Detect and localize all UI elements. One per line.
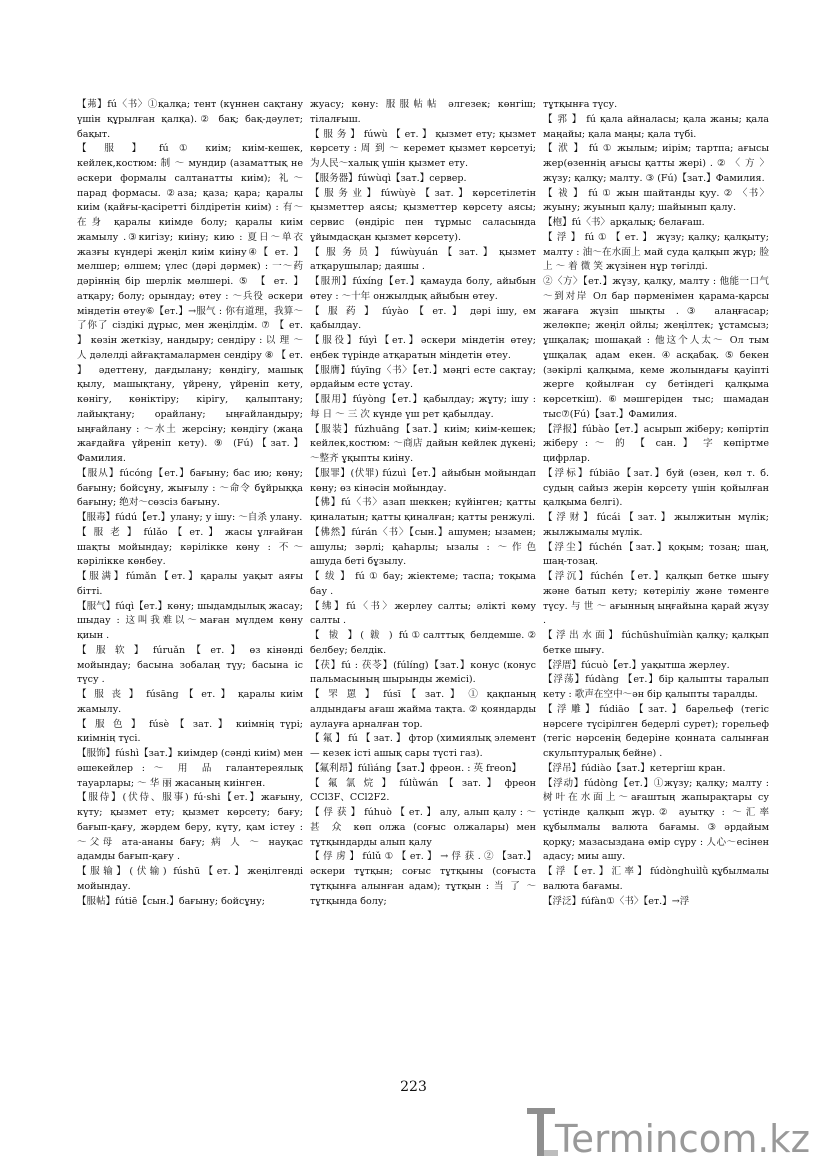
dictionary-entry: 【浮厝】fúcuò【ет.】уақытша жерлеу. xyxy=(543,659,730,671)
dictionary-entry: 【服装】fúzhuāng【зат.】киім; киім-кешек; кейлек,костюм: ～商店 дайын кейлек дүкені; ～整齐 ұқыпты киіну. xyxy=(310,423,536,464)
dictionary-entry: 【服罪】(伏罪) fúzuì【ет.】айыбын мойындап көну; өз кінәсін мойындау. xyxy=(310,467,536,494)
dictionary-entry: 【浮报】fúbào【ет.】асырып жіберу; көпіртіп жіберу : ～ 的 【 сан. 】 字 көпіртме цифрлар. xyxy=(543,423,769,464)
t-letter-icon xyxy=(527,1108,558,1156)
dictionary-entry: 【 服 务 员 】 fúwùyuán 【 зат. 】 қызмет атқарушылар; даяшы . xyxy=(310,246,536,273)
dictionary-column-right xyxy=(543,98,769,1073)
dictionary-entry: 【茯】fú : 茯苓】(fúlíng)【зат.】конус (конус пальмасының шырынды жемісі). xyxy=(310,659,536,686)
dictionary-entry: 【 服 老 】 fúlǎo 【 ет. 】 жасы ұлғайған шақты мойындау; кәрілікке көну : 不～ кәрілікке көнбеу. xyxy=(77,526,303,568)
dictionary-entry: 【 服 色 】 fúsè 【 зат. 】 киімнің түрі; киімнің түсі. xyxy=(77,718,303,745)
dictionary-entry: 【 俘 虏 】 fúlǔ ① 【 ет. 】 → 俘 获 . ② 【зат.】әскери тұтқын; соғыс тұтқыны (соғыста тұтқынға алынған адам); тұтқын : 当 了 ～ тұтқында болу; xyxy=(310,851,536,907)
dictionary-column-middle xyxy=(310,98,536,1073)
dictionary-entry: 【服满】fúmǎn【ет.】қаралы уақыт аяғы бітті. xyxy=(77,571,303,597)
dictionary-entry: 【浮荡】fúdàng 【ет.】бір қалыпты таралып кету : 歌声在空中～ән бір қалыпты таралды. xyxy=(543,674,769,700)
dictionary-entry: 【 服 务 】 fúwù 【 ет. 】 қызмет ету; қызмет көрсету : 周 到 ～ керемет қызмет көрсетуі; 为人民～халық үшін қызмет ету. xyxy=(310,128,536,169)
dictionary-entry: 【服从】fúcóng【ет.】бағыну; бас ию; көну; бағыну; бойсұну, жығылу : ～命令 бұйрыққа бағыну; 绝对～сөзсіз бағыну. xyxy=(77,467,303,509)
dictionary-entry: 【服毒】fúdú【ет.】улану; у ішу: ～自杀 улану. xyxy=(77,512,303,523)
dictionary-entry: 【 郛 】 fú қала айналасы; қала жаны; қала маңайы; қала маңы; қала түбі. xyxy=(543,113,769,140)
dictionary-entry: 【服务器】fúwùqì【зат.】сервер. xyxy=(310,172,467,184)
dictionary-column-left xyxy=(77,98,303,1088)
dictionary-entry: 【枹】fú〈书〉арқалық; белағаш. xyxy=(543,217,705,228)
dictionary-entry: тұтқынға түсу. xyxy=(543,99,618,110)
dictionary-entry: 【浮财】fúcái【зат.】жылжитын мүлік; жылжымалы мүлік. xyxy=(543,512,769,538)
dictionary-entry: 【 浮 】 fú ① 【 ет. 】 жүзу; қалқу; қалқыту; малту : 油～在水面上 май суда қалқып жүр; 脸 上 ～ 着 微 笑 жүзінен нұр төгілді. xyxy=(543,231,769,273)
dictionary-entry: 【浮动】fúdòng【ет.】①жүзу; қалқу; малту : 树叶在水面上～ағаштың жапырақтары су үстінде қалқып жүр.② ауытқу : ～汇率 құбылмалы валюта бағамы.③әрдайым қорқу; мазасыздана өмір сүру : 人心～есінен адасу; миы ашу. xyxy=(543,777,769,863)
dictionary-entry: 【浮雕】fúdiāo【зат.】барельеф (тегіс нәрсеге түсірілген бедерлі сурет); горельеф (тегіс нәрсенің бедеріне қонната салынған скульптуралық бейне) . xyxy=(543,703,769,759)
dictionary-entry: 【 洑 】 fú ① жылым; иірім; тартпа; ағысы жер(өзеннің ағысы қатты жері) . ② 〈 方 〉 жүзу; қалқу; малту. ③ (Fú)【зат.】Фамилия. xyxy=(543,143,769,184)
dictionary-entry: 【 氟 氯 烷 】 fúlǜwán 【 зат. 】 фреон CCl3F、CCl2F2. xyxy=(310,777,536,804)
dictionary-entry: 【服刑】fúxíng【ет.】қамауда болу, айыбын өтеу : ～十年 онжылдық айыбын өтеу. xyxy=(310,276,536,302)
dictionary-entry: ②〈方〉【ет.】жүзу, қалқу, малту : 他能一口气～到对岸 Ол бар пәрменімен қарама-қарсы жағаға жүзіп шықты .③ алаңғасар; желөкпе; жеңіл ойлы; жеңілтек; ұстамсыз; ұшқалақ; шошақай : 他这个人太～ Ол тым ұшқалақ адам екен.④асқабақ.⑤бекен (зәкірлі қалқыма, кеме жолындағы қауіпті жерге қойылған су бетіндегі қалқыма көрсеткіш).⑥мәшгеріден тыс; шамадан тыс⑦(Fú)【зат.】Фамилия. xyxy=(543,276,769,420)
dictionary-entry: 【服用】fúyòng【ет.】қабылдау; жұту; ішу : 每 日 ～ 三 次 күнде үш рет қабылдау. xyxy=(310,394,536,420)
dictionary-entry: 【服侍】(伏侍、服事) fú·shi【ет.】жағыну, күту; қызмет ету; қызмет көрсету; бағу; бағып-қағу, жәрдем беру, күту, қам істеу : ～父母 ата-ананы бағу; 病 人 ～ науқас адамды бағып-қағу . xyxy=(77,792,303,863)
dictionary-entry: 【 服 】 fú ① киім; киім-кешек, кейлек,костюм: 制 ～ мундир (азаматтық не әскери формалы салтанатты киім); 礼～парад формасы. ②аза; қаза; қара; қаралы киім (қайғы-қасіретті білдіретін киім) : 有～在身 қаралы киімде болу; қаралы киім жамылу .③кигізу; киіну; кию : 夏日～单衣 жазғы күндері жеңіл киім киіну④【 ет. 】 мелшер; өлшем; үлес (дәрі дәрмек) : 一～药 дәріннің бір шерлік мөлшері. ⑤ 【 ет. 】 атқару; болу; орындау; өтеу : ～兵役 әскери міндетін өтеу⑥【ет.】→服气 : 你有道理，我算～了你了 сіздікі дұрыс, мен жеңілдім. ⑦ 【 ет. 】 көзін жеткізу, нандыру; сендіру : 以 理 ～ 人 дәлелді айғақтамалармен сендіру ⑧ 【 ет. 】 әдеттену, дағдылану; көндігу, машық қылу, машықтану, үйрену, үйреніп кету, көнігу, көніктіру; кірігу, қалыптану; лайықтану; орайлану; ыңғайландыру; ыңғайлану : ～水土 жерсіну; көндігу (жаңа жағдайға үйреніп кету). ⑨ (Fú)【зат.】Фамилия. xyxy=(77,143,303,464)
dictionary-entry: 【 服 软 】 fúruǎn 【 ет. 】 өз кінәнді мойындау; басына зобалаң түу; басына іс түсу . xyxy=(77,644,303,686)
dictionary-entry: 【氟利昂】fúlìáng【зат.】фреон. : 英 freon】 xyxy=(310,762,522,774)
dictionary-entry: 【 服 药 】 fúyào 【 ет. 】 дәрі ішу, ем қабылдау. xyxy=(310,305,536,332)
page-number: 223 xyxy=(400,1079,427,1095)
dictionary-entry: 【佛然】fúrán〈书〉【сын.】ашумен; ызамен; ашулы; зәрлі; қаһарлы; ызалы : ～作色 ашуда беті бұзылу. xyxy=(310,526,536,568)
dictionary-entry: 【服膺】fúyīng〈书〉【ет.】мәңгі есте сақтау; әрдайым есте ұстау. xyxy=(310,364,536,391)
dictionary-entry: жуасу; көну: 服服帖帖 әлгезек; көнгіш; тілалғыш. xyxy=(310,99,536,125)
dictionary-entry: 【浮吊】fúdiào【зат.】кетергіш кран. xyxy=(543,762,726,774)
dictionary-entry: 【 祓 】 fú ① жын шайтанды қуу. ② 〈书〉жуыну; жуынып қалу; шайынып қалу. xyxy=(543,187,769,214)
dictionary-entry: 【 韨 】( 韍 ) fú①салттық белдемше.② белбеу; белдік. xyxy=(310,630,536,656)
dictionary-entry: 【 服 丧 】 fúsāng 【 ет. 】 қаралы киім жамылу. xyxy=(77,689,303,715)
dictionary-entry: 【浮尘】fúchén【зат.】қоқым; тозаң; шаң, шаң-тозаң. xyxy=(543,541,769,568)
dictionary-entry: 【佛】fú〈书〉азап шеккен; күйінген; қатты қиналатын; қатты қиналған; қатты ренжулі. xyxy=(310,497,536,523)
dictionary-entry: 【 氟 】 fú 【 зат. 】 фтор (химиялық элемент — кезек істі ашық сары түсті газ). xyxy=(310,733,536,759)
dictionary-entry: 【服帖】fútiē【сын.】бағыну; бойсұну; xyxy=(77,895,265,907)
dictionary-entry: 【服气】fúqì【ет.】көну; шыдамдылық жасау; шыдау : 这叫我难以～маған мүлдем көну қиын . xyxy=(77,600,303,641)
dictionary-entry: 【 俘 获 】 fúhuò 【 ет. 】 алу, алып қалу : ～ 甚 众 көп олжа (соғыс олжалары) мен тұтқындарды алып қалу xyxy=(310,807,536,848)
watermark-text: Termincom.kz xyxy=(554,1117,810,1161)
dictionary-entry: 【服役】fúyì【ет.】әскери міндетін өтеу; еңбек түрінде атқаратын міндетін өтеу. xyxy=(310,335,536,361)
dictionary-entry: 【 浮 出 水 面 】 fúchūshuǐmiàn қалқу; қалқып бетке шығу. xyxy=(543,630,769,656)
dictionary-entry: 【茀】fú〈书〉①қалқа; тент (күннен сақтану үшін құрылған қалқа).② бақ; бақ-дәулет; бақыт. xyxy=(77,99,303,140)
dictionary-entry: 【浮沉】fúchén【ет.】қалқып бетке шығу және батып кету; көтеріліу және төменге түсу. 与 世 ～ ағынның ыңғайына қарай жүзу . xyxy=(543,571,769,627)
dictionary-entry: 【 浮 【 ет. 】 汇 率 】 fúdònghuìlǜ құбылмалы валюта бағамы. xyxy=(543,866,769,892)
dictionary-entry: 【服务业】fúwùyè【зат.】көрсетілетін қызметтер аясы; қызметтер көрсету аясы; сервис (өндіріс пен тұрмыс саласында ұйымдасқан қызмет көрсету). xyxy=(310,187,536,243)
dictionary-entry: 【服饰】fúshì【зат.】киімдер (сәнді киім) мен әшекейлер : ～ 用 品 галантереялық тауарлары; ～ 华 丽 жасаның киінген. xyxy=(77,748,303,789)
termincom-logo xyxy=(515,1100,815,1162)
dictionary-entry: 【 罘 罳 】 fúsī 【 зат. 】 ① қақпаның алдындағы ағаш жайма тақта. ② қояндарды аулауға арналған тор. xyxy=(310,689,536,730)
dictionary-entry: 【浮标】fúbiāo【зат.】буй (өзен, көл т. б. судың сайыз жерін көрсету үшін қойылған қалқыма белгі). xyxy=(543,467,769,509)
dictionary-entry: 【绋】fú〈书〉жерлеу салты; әлікті көму салты . xyxy=(310,600,536,627)
dictionary-entry: 【浮泛】fúfàn①〈书〉【ет.】→浮 xyxy=(543,895,690,907)
dictionary-entry: 【 绂 】 fú ① бау; жіектеме; таспа; тоқыма бау . xyxy=(310,571,536,597)
dictionary-entry: 【服输】(伏输) fúshū【ет.】жеңілгенді мойындау. xyxy=(77,866,303,892)
